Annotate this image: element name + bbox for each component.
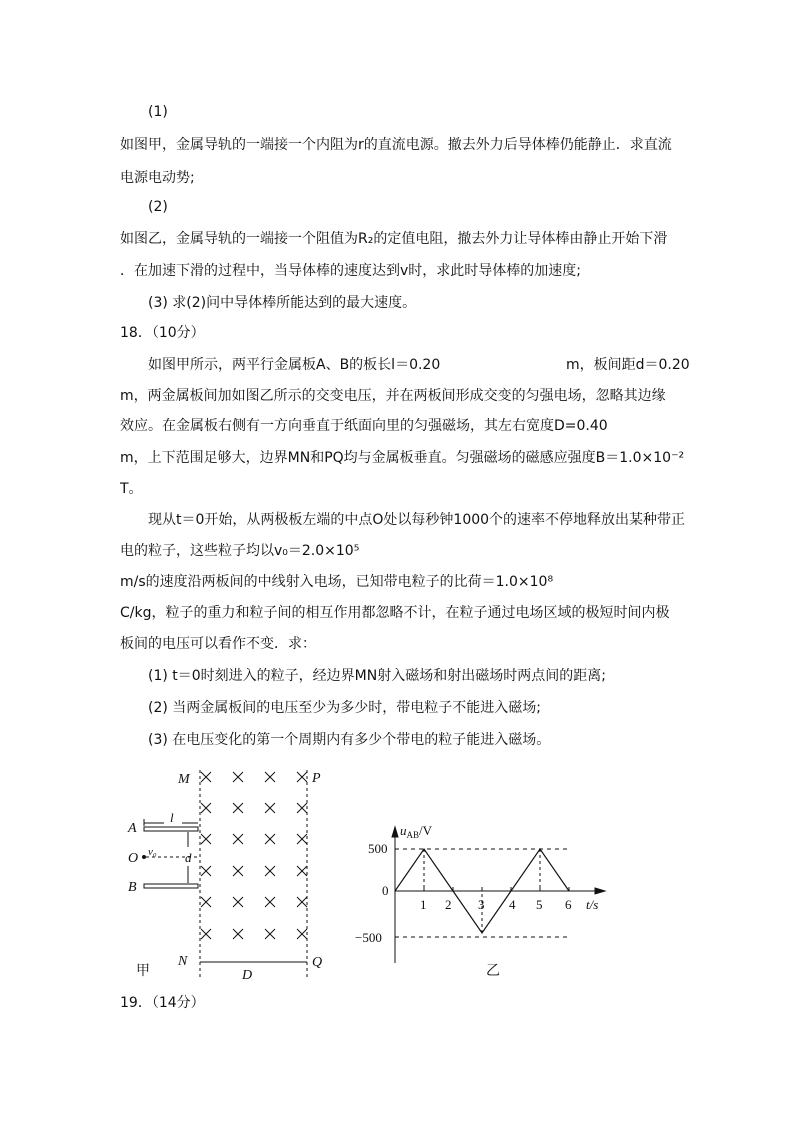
q17-part3-text: (3) 求(2)问中导体棒所能达到的最大速度。 <box>148 295 417 311</box>
label-d: d <box>185 850 192 865</box>
figure-yi <box>350 815 610 985</box>
q18-intro-b: m，板间距d＝0.20 <box>566 357 690 373</box>
q17-part2-text: 如图乙，金属导轨的一端接一个阻值为R₂的定值电阻，撤去外力让导体棒由静止开始下滑 <box>120 231 668 247</box>
q18-sub2: (2) 当两金属板间的电压至少为多少时，带电粒子不能进入磁场; <box>148 700 541 716</box>
caption-jia: 甲 <box>136 963 150 979</box>
x-tick-label: 4 <box>509 897 516 912</box>
q17-part1-number: (1) <box>148 104 168 120</box>
q18-heading: 18．（10分） <box>120 325 205 341</box>
x-tick-label: 5 <box>536 897 543 912</box>
figure-jia <box>120 760 350 985</box>
q17-part1-text: 如图甲，金属导轨的一端接一个内阻为r的直流电源。撤去外力后导体棒仍能静止．求直流 <box>120 137 672 153</box>
y-tick-500: 500 <box>368 841 388 856</box>
label-n: N <box>178 954 188 969</box>
q18-sub3: (3) 在电压变化的第一个周期内有多少个带电的粒子能进入磁场。 <box>148 732 551 748</box>
x-axis-label: t/s <box>586 897 599 912</box>
caption-yi: 乙 <box>486 963 500 979</box>
q17-part2-number: (2) <box>148 199 168 215</box>
label-v0: v₀ <box>148 846 157 858</box>
y-tick-neg500: −500 <box>355 930 382 945</box>
x-tick-label: 3 <box>478 897 485 912</box>
q18-text-line6: 现从t＝0开始，从两极板左端的中点O处以每秒钟1000个的速率不停地释放出某种带正 <box>148 512 686 528</box>
q18-text-line2: m，两金属板间加如图乙所示的交变电压，并在两板间形成交变的匀强电场，忽略其边缘 <box>120 388 666 404</box>
plate-a <box>144 827 198 831</box>
x-tick-label: 2 <box>445 897 452 912</box>
q18-text-line8: m/s的速度沿两板间的中线射入电场，已知带电粒子的比荷＝1.0×10⁸ <box>120 574 554 590</box>
field-crosses <box>201 772 307 939</box>
q18-text-line3: 效应。在金属板右侧有一方向垂直于纸面向里的匀强磁场，其左右宽度D=0.40 <box>120 418 608 434</box>
label-l: l <box>170 810 174 825</box>
q17-part1-text-cont: 电源电动势; <box>120 170 195 186</box>
label-b: B <box>128 880 137 895</box>
y-tick-0: 0 <box>382 883 389 898</box>
x-tick-label: 6 <box>565 897 572 912</box>
q18-intro-a: 如图甲所示，两平行金属板A、B的板长l＝0.20 <box>148 357 441 373</box>
label-width-d: D <box>242 968 253 983</box>
q18-text-line9: C/kg，粒子的重力和粒子间的相互作用都忽略不计，在粒子通过电场区域的极短时间内极 <box>120 605 670 621</box>
q18-text-line10: 板间的电压可以看作不变．求： <box>120 636 316 652</box>
q18-text-line4: m，上下范围足够大，边界MN和PQ均与金属板垂直。匀强磁场的磁感应强度B＝1.0×10⁻² <box>120 450 685 466</box>
label-m: M <box>178 772 190 787</box>
q18-text-line5: T。 <box>120 481 143 497</box>
q17-part2-text-cont: ．在加速下滑的过程中，当导体棒的速度达到v时，求此时导体棒的加速度; <box>120 263 581 279</box>
q18-text-line7: 电的粒子，这些粒子均以v₀＝2.0×10⁵ <box>120 543 360 559</box>
point-o <box>142 855 146 859</box>
q19-heading: 19．（14分） <box>120 995 205 1011</box>
y-axis-label: $u_{AB}/V$ <box>400 823 433 840</box>
label-p: P <box>312 771 321 786</box>
label-q: Q <box>312 955 323 970</box>
label-a: A <box>128 821 137 836</box>
x-tick-label: 1 <box>420 897 427 912</box>
plate-b <box>144 884 198 888</box>
label-o: O <box>128 851 139 866</box>
q18-sub1: (1) t＝0时刻进入的粒子，经边界MN射入磁场和射出磁场时两点间的距离; <box>148 668 606 684</box>
